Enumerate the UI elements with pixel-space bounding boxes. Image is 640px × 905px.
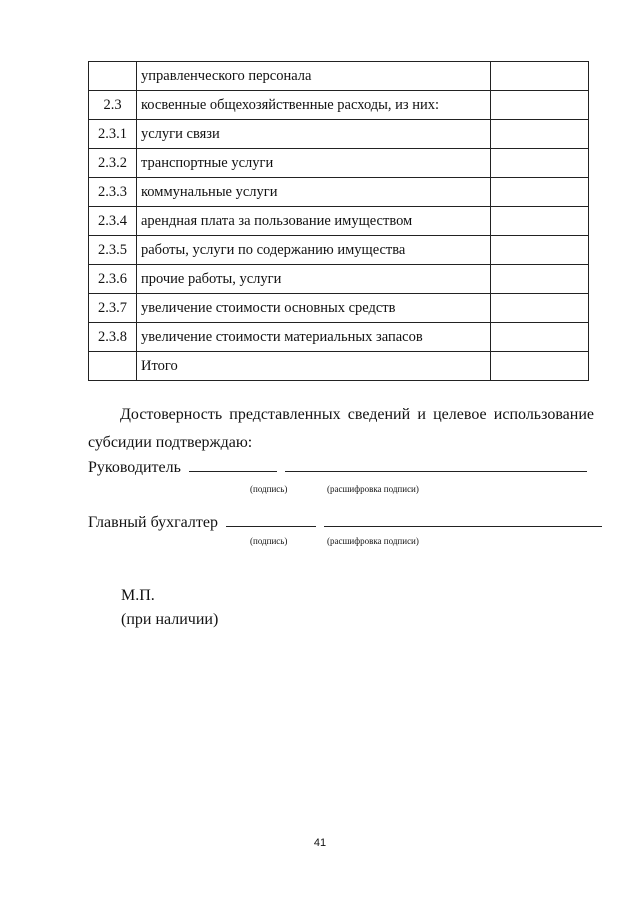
row-number: 2.3.3 [89, 178, 137, 207]
accountant-name-line[interactable] [324, 510, 602, 527]
table-row [89, 323, 589, 352]
accountant-label: Главный бухгалтер [88, 514, 218, 531]
table-row [89, 91, 589, 120]
table-row [89, 178, 589, 207]
row-value-cell[interactable] [491, 149, 589, 178]
accountant-signature-line[interactable] [226, 510, 316, 527]
expense-table [88, 61, 589, 381]
row-value-cell[interactable] [491, 207, 589, 236]
row-name: косвенные общехозяйственные расходы, из них: [137, 91, 491, 120]
row-name: коммунальные услуги [137, 178, 491, 207]
row-number: 2.3.5 [89, 236, 137, 265]
table-row [89, 120, 589, 149]
row-name: арендная плата за пользование имуществом [137, 207, 491, 236]
head-name-line[interactable] [285, 455, 587, 472]
table-row [89, 207, 589, 236]
row-name: увеличение стоимости материальных запасов [137, 323, 491, 352]
row-name: работы, услуги по содержанию имущества [137, 236, 491, 265]
row-value-cell[interactable] [491, 120, 589, 149]
accountant-signature-caption: (подпись) [250, 536, 288, 546]
row-name: услуги связи [137, 120, 491, 149]
row-value-cell[interactable] [491, 62, 589, 91]
table-row [89, 294, 589, 323]
accountant-signature-row [88, 510, 602, 533]
head-decoding-caption: (расшифровка подписи) [327, 484, 419, 494]
row-name: управленческого персонала [137, 62, 491, 91]
row-number [89, 62, 137, 91]
row-name: Итого [137, 352, 491, 381]
row-number: 2.3.7 [89, 294, 137, 323]
accountant-decoding-caption: (расшифровка подписи) [327, 536, 419, 546]
row-value-cell[interactable] [491, 265, 589, 294]
table-row-total [89, 352, 589, 381]
row-value-cell[interactable] [491, 294, 589, 323]
head-signature-line[interactable] [189, 455, 277, 472]
row-value-cell[interactable] [491, 352, 589, 381]
row-name: прочие работы, услуги [137, 265, 491, 294]
row-value-cell[interactable] [491, 91, 589, 120]
row-value-cell[interactable] [491, 236, 589, 265]
row-number: 2.3.8 [89, 323, 137, 352]
table-row [89, 62, 589, 91]
row-value-cell[interactable] [491, 178, 589, 207]
confirmation-statement: Достоверность представленных сведений и целевое использование субсидии подтверждаю: [88, 406, 594, 451]
row-name: транспортные услуги [137, 149, 491, 178]
row-name: увеличение стоимости основных средств [137, 294, 491, 323]
row-number: 2.3 [89, 91, 137, 120]
table-row [89, 149, 589, 178]
row-number: 2.3.4 [89, 207, 137, 236]
row-number [89, 352, 137, 381]
head-label: Руководитель [88, 459, 181, 476]
stamp-note: (при наличии) [121, 611, 219, 628]
page-number: 41 [313, 837, 327, 849]
row-number: 2.3.2 [89, 149, 137, 178]
stamp-place: М.П. [121, 587, 155, 604]
row-value-cell[interactable] [491, 323, 589, 352]
head-signature-caption: (подпись) [250, 484, 288, 494]
head-signature-row [88, 455, 587, 478]
row-number: 2.3.1 [89, 120, 137, 149]
row-number: 2.3.6 [89, 265, 137, 294]
table-row [89, 236, 589, 265]
table-row [89, 265, 589, 294]
